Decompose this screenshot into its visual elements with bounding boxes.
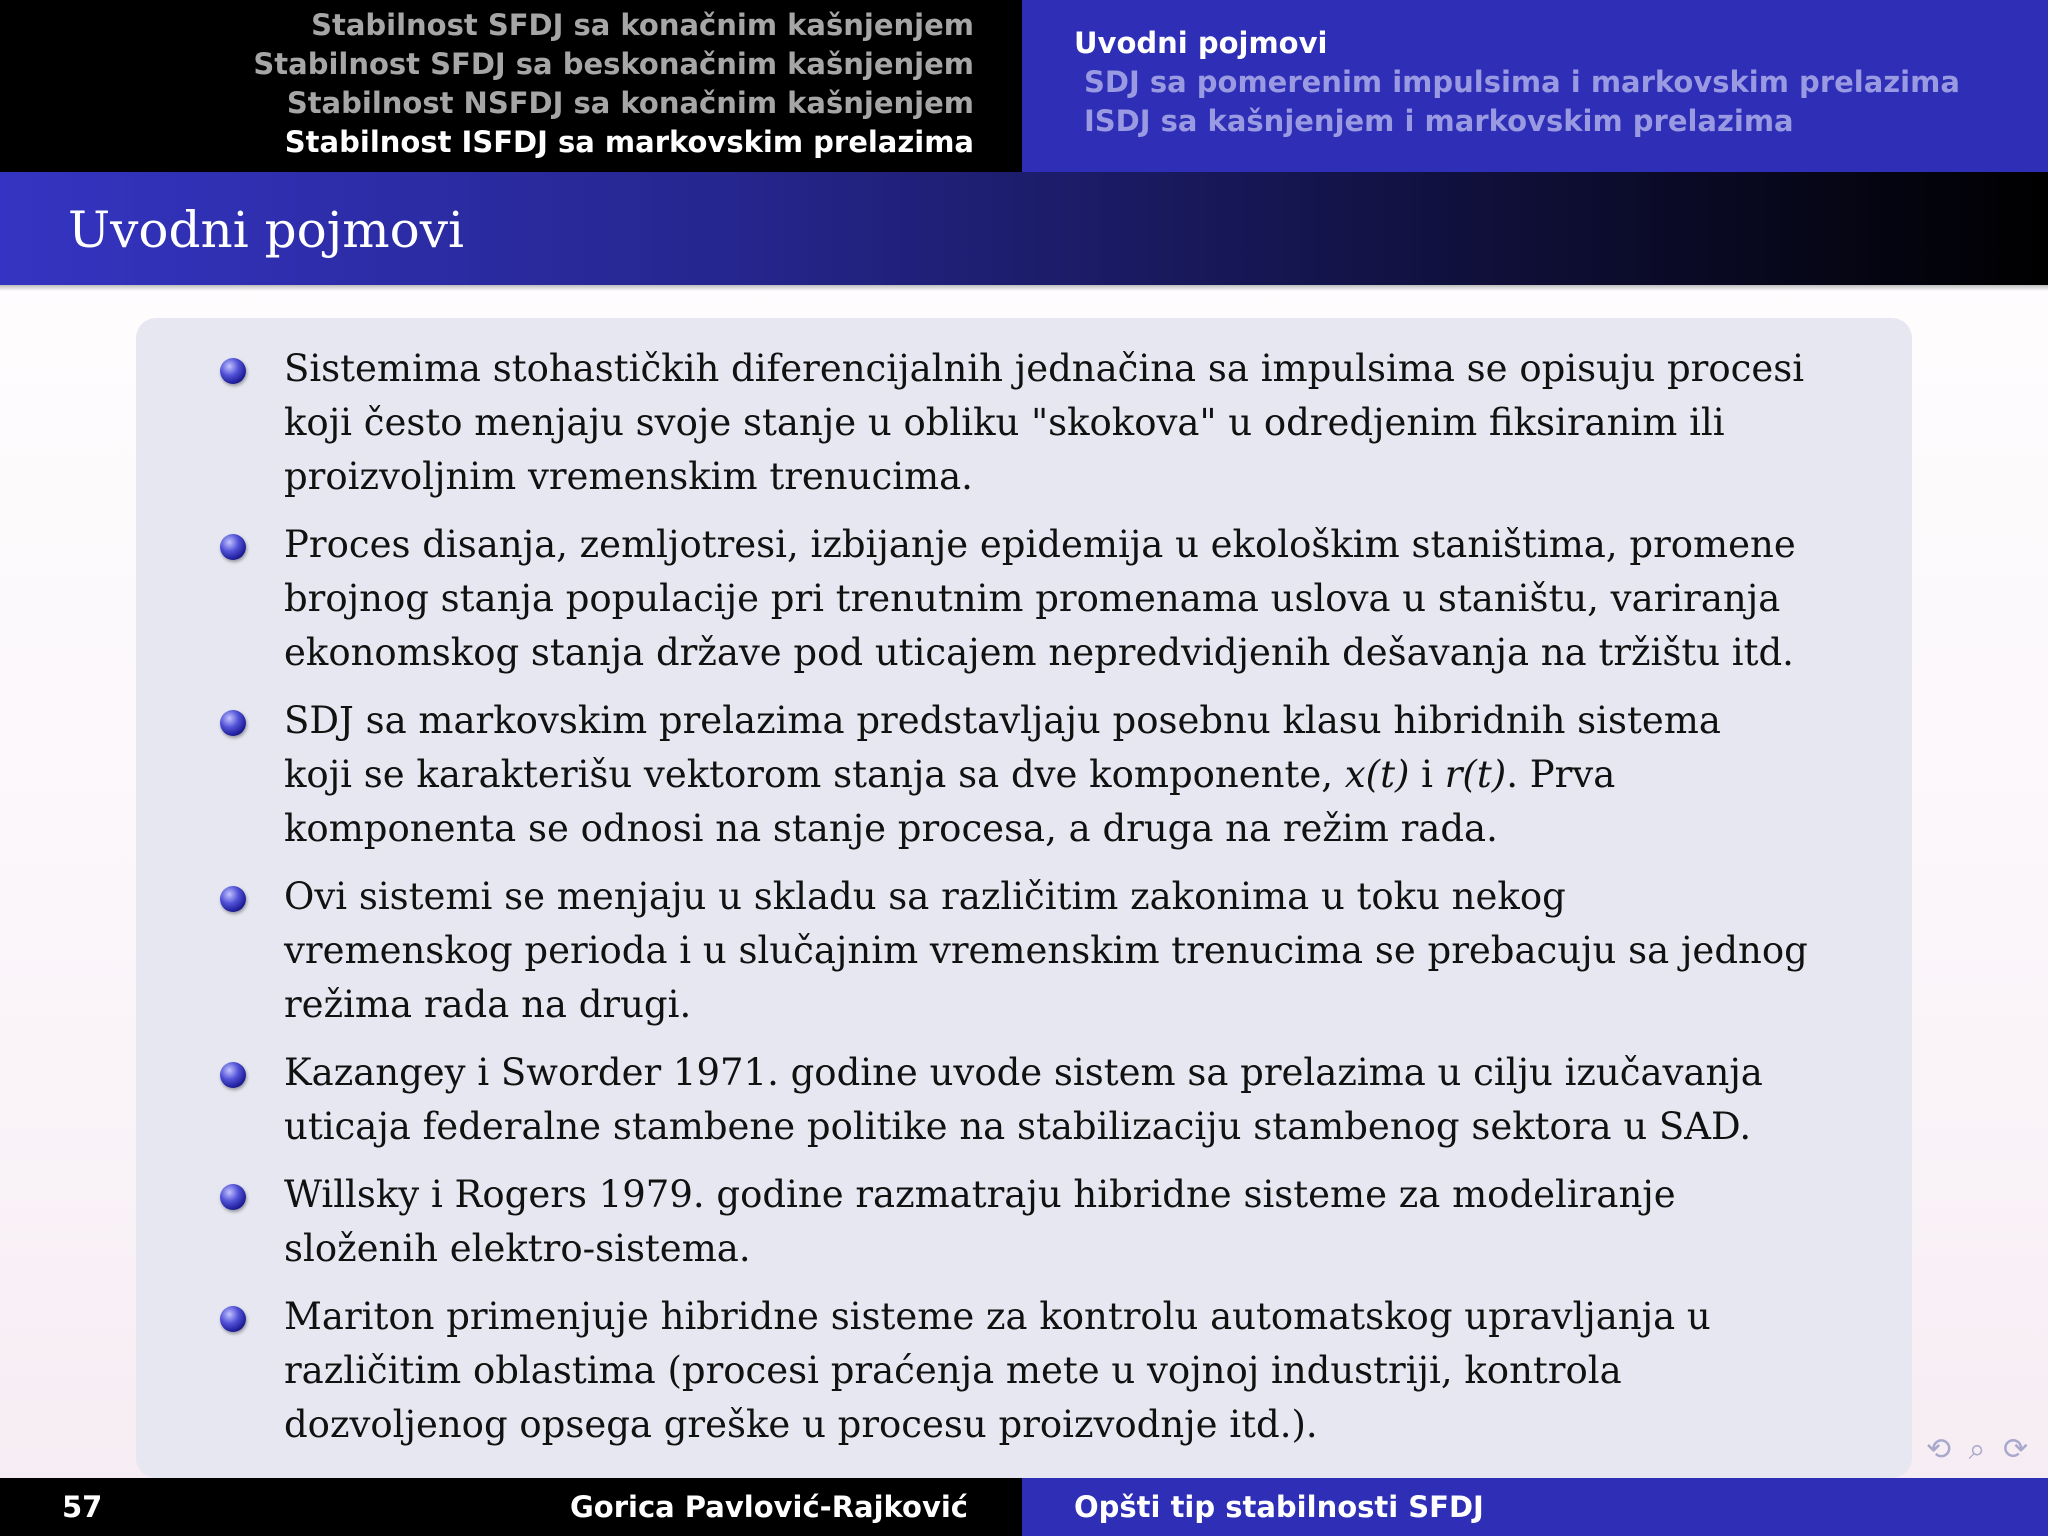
bullet-line: uticaja federalne stambene politike na stabilizaciju stambenog sektora u SAD. bbox=[284, 1105, 1752, 1148]
bullet-line: proizvoljnim vremenskim trenucima. bbox=[284, 455, 973, 498]
author-name: Gorica Pavlović-Rajković bbox=[569, 1490, 968, 1524]
bullet-line: ekonomskog stanja države pod uticajem nepredvidjenih dešavanja na tržištu itd. bbox=[284, 631, 1794, 674]
bullet-ball-icon bbox=[220, 358, 246, 384]
footer-short-title: Opšti tip stabilnosti SFDJ bbox=[1022, 1478, 2048, 1536]
bullet-line: Ovi sistemi se menjaju u skladu sa različitim zakonima u toku nekog bbox=[284, 875, 1566, 918]
frame-title: Uvodni pojmovi bbox=[68, 201, 464, 259]
bullet-ball-icon bbox=[220, 1306, 246, 1332]
math-r-of-t: r(t) bbox=[1444, 753, 1507, 796]
nav-section-sfdj-beskonacno[interactable]: Stabilnost SFDJ sa beskonačnim kašnjenjem bbox=[253, 47, 974, 81]
nav-subsection-uvodni-pojmovi[interactable]: Uvodni pojmovi bbox=[1074, 26, 1328, 60]
subsection-navigation bbox=[1022, 0, 2048, 172]
bullet-item-3 bbox=[220, 694, 1912, 856]
bullet-ball-icon bbox=[220, 1184, 246, 1210]
nav-subsection-isdj-kasnjenje[interactable]: ISDJ sa kašnjenjem i markovskim prelazima bbox=[1084, 104, 1794, 138]
footer bbox=[0, 1478, 2048, 1536]
header-navigation bbox=[0, 0, 2048, 172]
nav-subsection-sdj-impulsi[interactable]: SDJ sa pomerenim impulsima i markovskim prelazima bbox=[1084, 65, 1960, 99]
bullet-list bbox=[220, 342, 1912, 1452]
nav-section-isfdj-markov[interactable]: Stabilnost ISFDJ sa markovskim prelazima bbox=[284, 125, 974, 159]
beamer-navigation-icons[interactable]: ⟲ ⌕ ⟳ bbox=[1926, 1432, 2033, 1467]
bullet-ball-icon bbox=[220, 1062, 246, 1088]
conjunction-text: i bbox=[1409, 753, 1445, 796]
bullet-line: Proces disanja, zemljotresi, izbijanje epidemija u ekološkim staništima, promene bbox=[284, 523, 1796, 566]
bullet-line: Mariton primenjuje hibridne sisteme za kontrolu automatskog upravljanja u bbox=[284, 1295, 1711, 1338]
bullet-item-4 bbox=[220, 870, 1912, 1032]
bullet-line: Willsky i Rogers 1979. godine razmatraju hibridne sisteme za modeliranje bbox=[284, 1173, 1676, 1216]
bullet-line-with-math bbox=[284, 748, 1912, 802]
bullet-line: SDJ sa markovskim prelazima predstavljaju posebnu klasu hibridnih sistema bbox=[284, 699, 1721, 742]
bullet-item-2 bbox=[220, 518, 1912, 680]
bullet-line: različitim oblastima (procesi praćenja mete u vojnoj industriji, kontrola bbox=[284, 1349, 1622, 1392]
frame-title-bar bbox=[0, 172, 2048, 285]
bullet-line: brojnog stanja populacije pri trenutnim promenama uslova u staništu, variranja bbox=[284, 577, 1781, 620]
bullet-item-7 bbox=[220, 1290, 1912, 1452]
bullet-ball-icon bbox=[220, 710, 246, 736]
math-x-of-t: x(t) bbox=[1344, 753, 1410, 796]
page-number: 57 bbox=[62, 1490, 103, 1524]
content-block bbox=[136, 318, 1912, 1478]
bullet-line: Sistemima stohastičkih diferencijalnih jednačina sa impulsima se opisuju procesi bbox=[284, 347, 1805, 390]
bullet-ball-icon bbox=[220, 886, 246, 912]
nav-section-nsfdj-konacno[interactable]: Stabilnost NSFDJ sa konačnim kašnjenjem bbox=[286, 86, 974, 120]
bullet-item-6 bbox=[220, 1168, 1912, 1276]
bullet-text-tail: . Prva bbox=[1506, 753, 1616, 796]
section-navigation bbox=[0, 0, 1022, 172]
bullet-line: komponenta se odnosi na stanje procesa, a druga na režim rada. bbox=[284, 807, 1498, 850]
bullet-line: režima rada na drugi. bbox=[284, 983, 692, 1026]
bullet-line: vremenskog perioda i u slučajnim vremenskim trenucima se prebacuju sa jednog bbox=[284, 929, 1808, 972]
bullet-ball-icon bbox=[220, 534, 246, 560]
footer-left bbox=[0, 1478, 1022, 1536]
bullet-line: složenih elektro-sistema. bbox=[284, 1227, 751, 1270]
bullet-line: dozvoljenog opsega greške u procesu proizvodnje itd.). bbox=[284, 1403, 1318, 1446]
bullet-item-1 bbox=[220, 342, 1912, 504]
bullet-line: koji često menjaju svoje stanje u obliku "skokova" u odredjenim fiksiranim ili bbox=[284, 401, 1725, 444]
nav-section-sfdj-konacno[interactable]: Stabilnost SFDJ sa konačnim kašnjenjem bbox=[311, 8, 974, 42]
bullet-item-5 bbox=[220, 1046, 1912, 1154]
bullet-text: koji se karakterišu vektorom stanja sa dve komponente, bbox=[284, 753, 1334, 796]
bullet-line: Kazangey i Sworder 1971. godine uvode sistem sa prelazima u cilju izučavanja bbox=[284, 1051, 1763, 1094]
